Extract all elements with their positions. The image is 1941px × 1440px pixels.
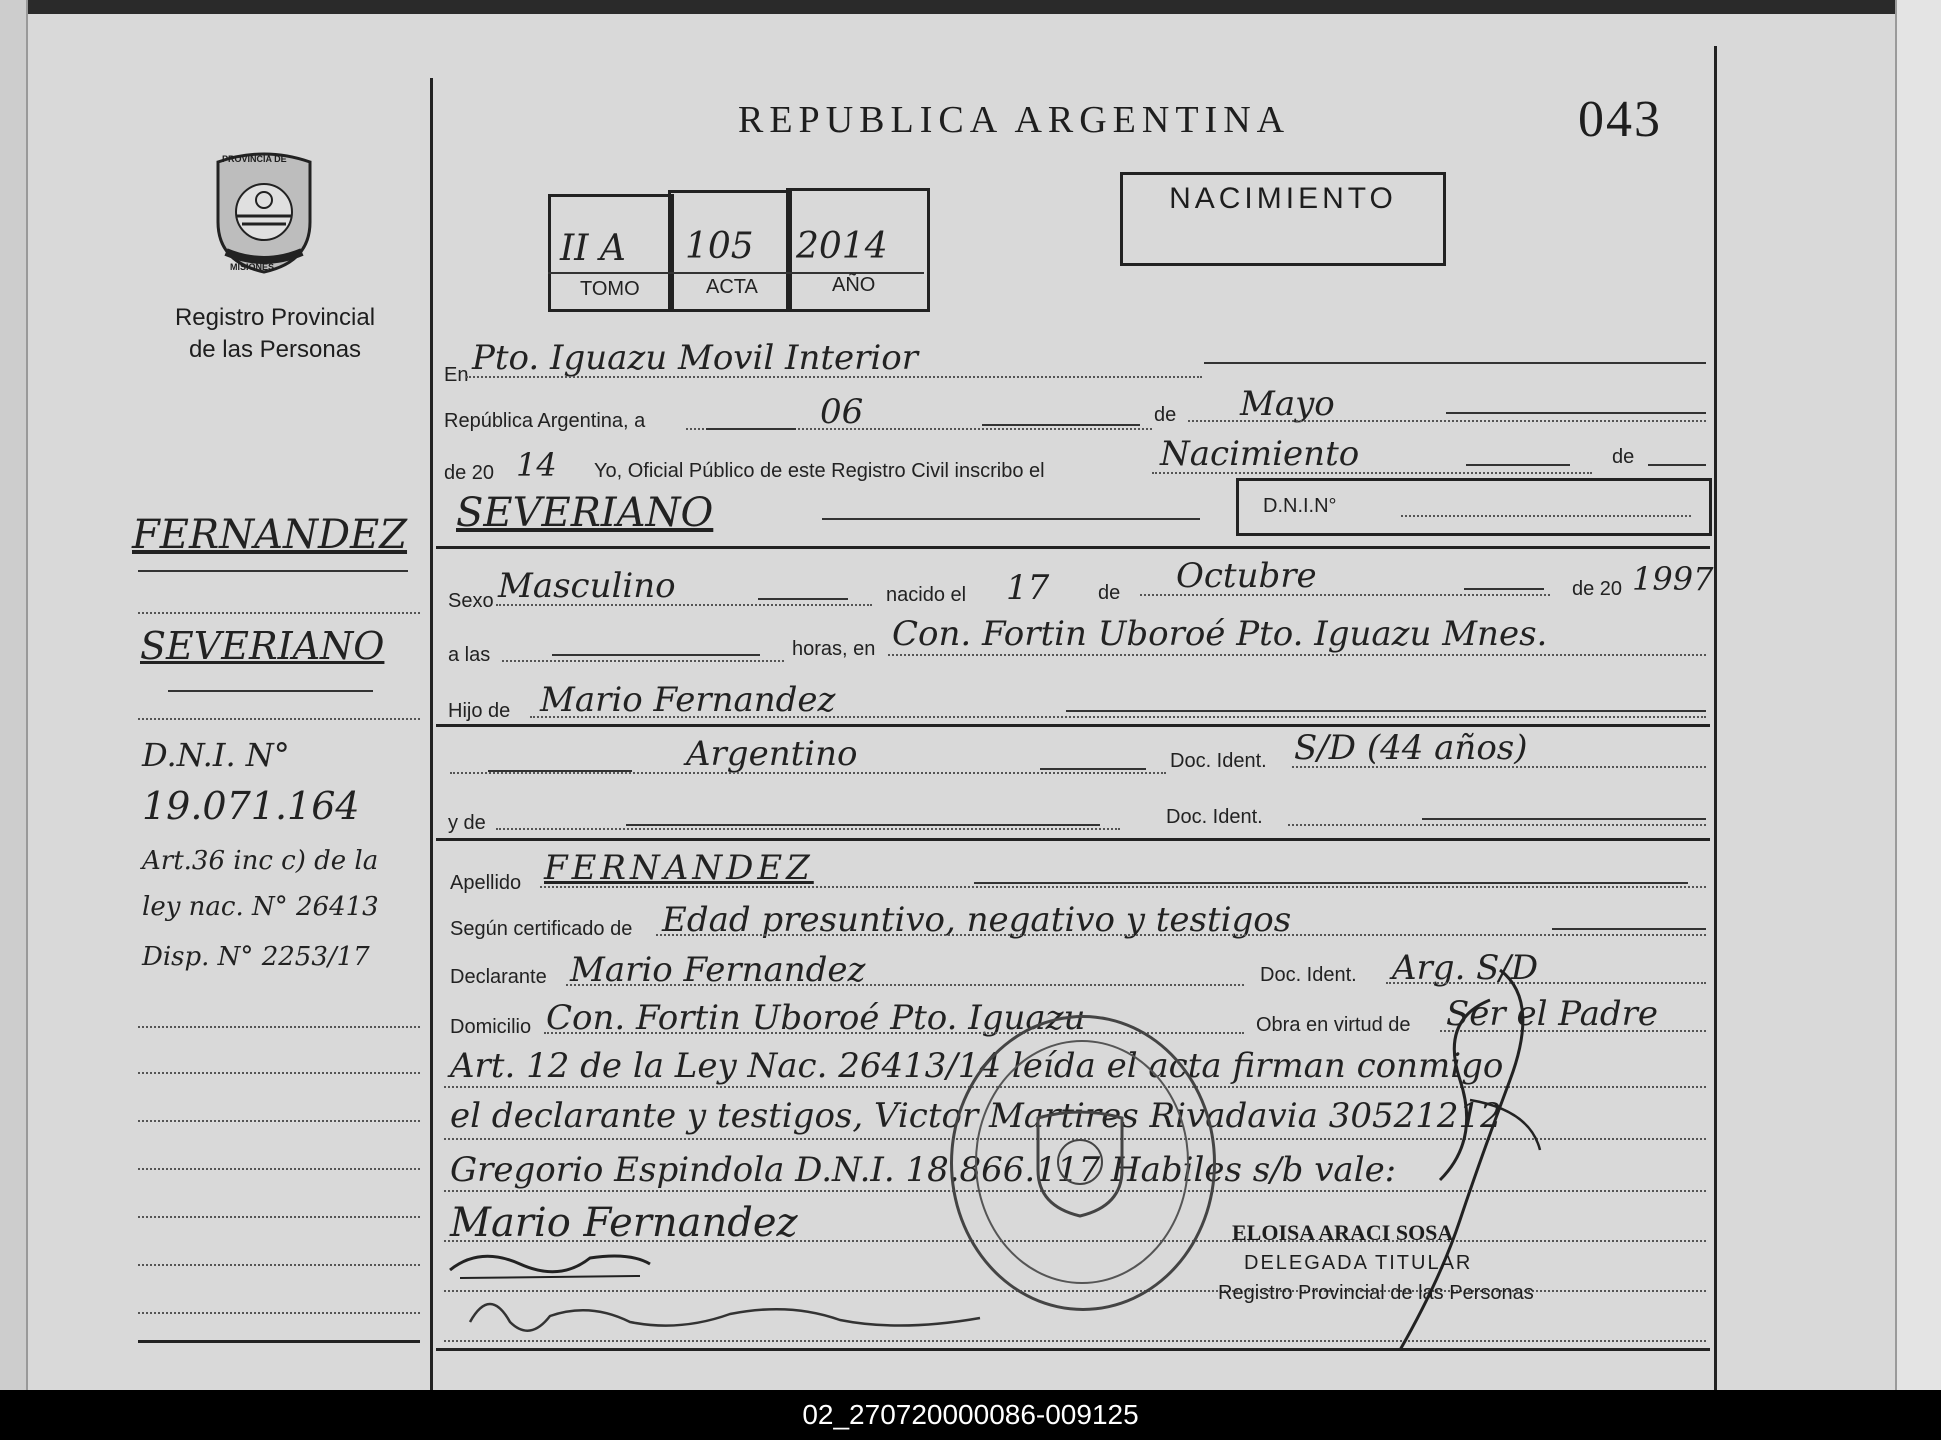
margin-rule bbox=[138, 1312, 420, 1314]
dotted-line bbox=[466, 376, 1202, 378]
birth-place: Con. Fortin Uboroé Pto. Iguazu Mnes. bbox=[892, 614, 1548, 654]
yde-label: y de bbox=[448, 812, 486, 834]
apellido-label: Apellido bbox=[450, 872, 522, 894]
fill-line bbox=[758, 598, 848, 600]
fill-line bbox=[1446, 412, 1706, 414]
margin-rule bbox=[138, 1026, 420, 1028]
segun-value: Edad presuntivo, negativo y testigos bbox=[662, 900, 1292, 940]
margin-note-3: Disp. N° 2253/17 bbox=[142, 942, 370, 972]
fill-line bbox=[1648, 464, 1706, 466]
official-title: DELEGADA TITULAR bbox=[1244, 1252, 1473, 1274]
declarante-doc: Arg. S/D bbox=[1392, 948, 1539, 988]
margin-note-1: Art.36 inc c) de la bbox=[142, 846, 379, 876]
birth-day: 17 bbox=[1006, 568, 1050, 608]
margin-rule bbox=[138, 1072, 420, 1074]
margin-bottom-rule bbox=[138, 1340, 420, 1343]
year-value: 14 bbox=[516, 446, 557, 484]
fill-line bbox=[1422, 818, 1706, 820]
de-label-2: de bbox=[1612, 446, 1635, 468]
official-name: ELOISA ARACI SOSA bbox=[1232, 1220, 1454, 1245]
ano-value: 2014 bbox=[796, 226, 888, 267]
dni-box-label: D.N.I.N° bbox=[1263, 495, 1337, 517]
declarante-label: Declarante bbox=[450, 966, 547, 988]
tomo-label: TOMO bbox=[580, 278, 640, 300]
acta-label: ACTA bbox=[706, 276, 758, 298]
margin-underline bbox=[168, 690, 373, 692]
dotted-line bbox=[1292, 766, 1706, 768]
dni-box bbox=[1236, 478, 1712, 536]
fill-line bbox=[974, 882, 1688, 884]
de-label-3: de bbox=[1098, 582, 1121, 604]
fill-line bbox=[706, 428, 796, 430]
scan-footer: 02_270720000086-009125 bbox=[0, 1390, 1941, 1440]
margin-rule bbox=[138, 1216, 420, 1218]
fill-line bbox=[982, 424, 1140, 426]
scan-top-edge bbox=[0, 0, 1941, 14]
en-value: Pto. Iguazu Movil Interior bbox=[472, 338, 919, 378]
yo-text: Yo, Oficial Público de este Registro Civil inscribo el bbox=[594, 460, 1045, 482]
note-line-2: el declarante y testigos, Victor Martires Rivadavia 30521212 bbox=[450, 1096, 1502, 1136]
seal-text-bottom: MISIONES bbox=[230, 262, 275, 272]
doc-label: Doc. Ident. bbox=[1170, 750, 1267, 772]
nacido-label: nacido el bbox=[886, 584, 967, 606]
hijo-label: Hijo de bbox=[448, 700, 511, 722]
father-nationality: Argentino bbox=[686, 734, 858, 774]
dotted-line bbox=[540, 886, 1706, 888]
dotted-line bbox=[1188, 420, 1706, 422]
margin-rule bbox=[138, 1168, 420, 1170]
section-divider bbox=[436, 546, 1710, 549]
birth-month: Octubre bbox=[1176, 556, 1317, 596]
dotted-line bbox=[496, 828, 1120, 830]
day-value: 06 bbox=[820, 392, 864, 432]
fill-line bbox=[1066, 710, 1706, 712]
inscribo-value: Nacimiento bbox=[1160, 434, 1360, 474]
seal-text-top: PROVINCIA DE bbox=[222, 154, 287, 164]
father-name: Mario Fernandez bbox=[540, 680, 836, 720]
record-type-box bbox=[1120, 172, 1446, 266]
obra-value: Ser el Padre bbox=[1446, 994, 1659, 1034]
margin-rule bbox=[138, 1264, 420, 1266]
margin-rule bbox=[138, 718, 420, 720]
domicilio-value: Con. Fortin Uboroé Pto. Iguazu bbox=[546, 998, 1086, 1038]
provincial-seal-icon bbox=[212, 152, 316, 274]
fill-line bbox=[1552, 928, 1706, 930]
margin-surname: FERNANDEZ bbox=[132, 512, 408, 558]
republica-label: República Argentina, a bbox=[444, 410, 646, 432]
domicilio-label: Domicilio bbox=[450, 1016, 532, 1038]
ano-label: AÑO bbox=[832, 274, 876, 296]
registry-name-line1: Registro Provincial bbox=[174, 304, 376, 331]
dotted-line bbox=[496, 604, 872, 606]
obra-label: Obra en virtud de bbox=[1256, 1014, 1411, 1036]
margin-dni-value: 19.071.164 bbox=[142, 784, 360, 828]
country-title: REPUBLICA ARGENTINA bbox=[738, 99, 1291, 141]
apellido-value: FERNANDEZ bbox=[544, 848, 814, 888]
father-doc: S/D (44 años) bbox=[1294, 728, 1528, 768]
fill-line bbox=[822, 518, 1200, 520]
de-label: de bbox=[1154, 404, 1177, 426]
de-year-label: de 20 bbox=[1572, 578, 1623, 600]
dotted-line bbox=[1140, 594, 1550, 596]
dotted-line bbox=[566, 984, 1244, 986]
page-edge bbox=[1895, 0, 1941, 1390]
fill-line bbox=[1040, 768, 1146, 770]
section-divider bbox=[436, 724, 1710, 727]
fill-line bbox=[1466, 464, 1570, 466]
dotted-line bbox=[1288, 824, 1706, 826]
dotted-line bbox=[502, 660, 784, 662]
declarante-value: Mario Fernandez bbox=[570, 950, 866, 990]
margin-rule bbox=[138, 1120, 420, 1122]
margin-underline bbox=[138, 570, 408, 572]
witness-signature-icon bbox=[440, 1240, 660, 1284]
fill-line bbox=[1464, 588, 1544, 590]
dotted-line bbox=[530, 716, 1706, 718]
horas-label: horas, en bbox=[792, 638, 876, 660]
segun-label: Según certificado de bbox=[450, 918, 633, 940]
right-border bbox=[1714, 46, 1717, 1390]
alas-label: a las bbox=[448, 644, 491, 666]
fill-line bbox=[488, 770, 632, 772]
en-label: En bbox=[444, 364, 469, 386]
child-name: SEVERIANO bbox=[456, 490, 714, 536]
year-prefix: de 20 bbox=[444, 462, 495, 484]
record-type: NACIMIENTO bbox=[1169, 182, 1397, 215]
note-line-1: Art. 12 de la Ley Nac. 26413/14 leída el acta firman conmigo bbox=[450, 1046, 1504, 1086]
sexo-value: Masculino bbox=[498, 566, 676, 606]
dotted-line bbox=[1152, 472, 1592, 474]
acta-value: 105 bbox=[685, 226, 754, 267]
official-org: Registro Provincial de las Personas bbox=[1218, 1282, 1534, 1304]
fill-line bbox=[552, 654, 760, 656]
fill-line bbox=[626, 824, 1100, 826]
doc-label-3: Doc. Ident. bbox=[1260, 964, 1357, 986]
doc-label-2: Doc. Ident. bbox=[1166, 806, 1263, 828]
month-value: Mayo bbox=[1240, 384, 1335, 424]
signature-1: Mario Fernandez bbox=[450, 1200, 798, 1246]
book-binding bbox=[0, 0, 28, 1390]
margin-dni-label: D.N.I. N° bbox=[142, 736, 290, 774]
page-number: 043 bbox=[1578, 91, 1662, 148]
dotted-line bbox=[450, 772, 1166, 774]
fill-line bbox=[1204, 362, 1706, 364]
dotted-line bbox=[1401, 515, 1691, 517]
margin-note-2: ley nac. N° 26413 bbox=[142, 892, 379, 922]
birth-year: 1997 bbox=[1632, 560, 1714, 598]
margin-divider bbox=[430, 78, 433, 1390]
dotted-line bbox=[888, 654, 1706, 656]
dotted-line bbox=[656, 934, 1706, 936]
registry-name-line2: de las Personas bbox=[188, 336, 362, 363]
stamp-emblem-icon bbox=[1030, 1110, 1130, 1220]
witness-signature-2-icon bbox=[460, 1282, 1020, 1346]
margin-given-name: SEVERIANO bbox=[140, 624, 385, 668]
tomo-value: II A bbox=[560, 228, 626, 269]
note-line-3: Gregorio Espindola D.N.I. 18.866.117 Habiles s/b vale: bbox=[450, 1150, 1397, 1190]
section-divider bbox=[436, 838, 1710, 841]
sexo-label: Sexo bbox=[448, 590, 494, 612]
margin-rule bbox=[138, 612, 420, 614]
